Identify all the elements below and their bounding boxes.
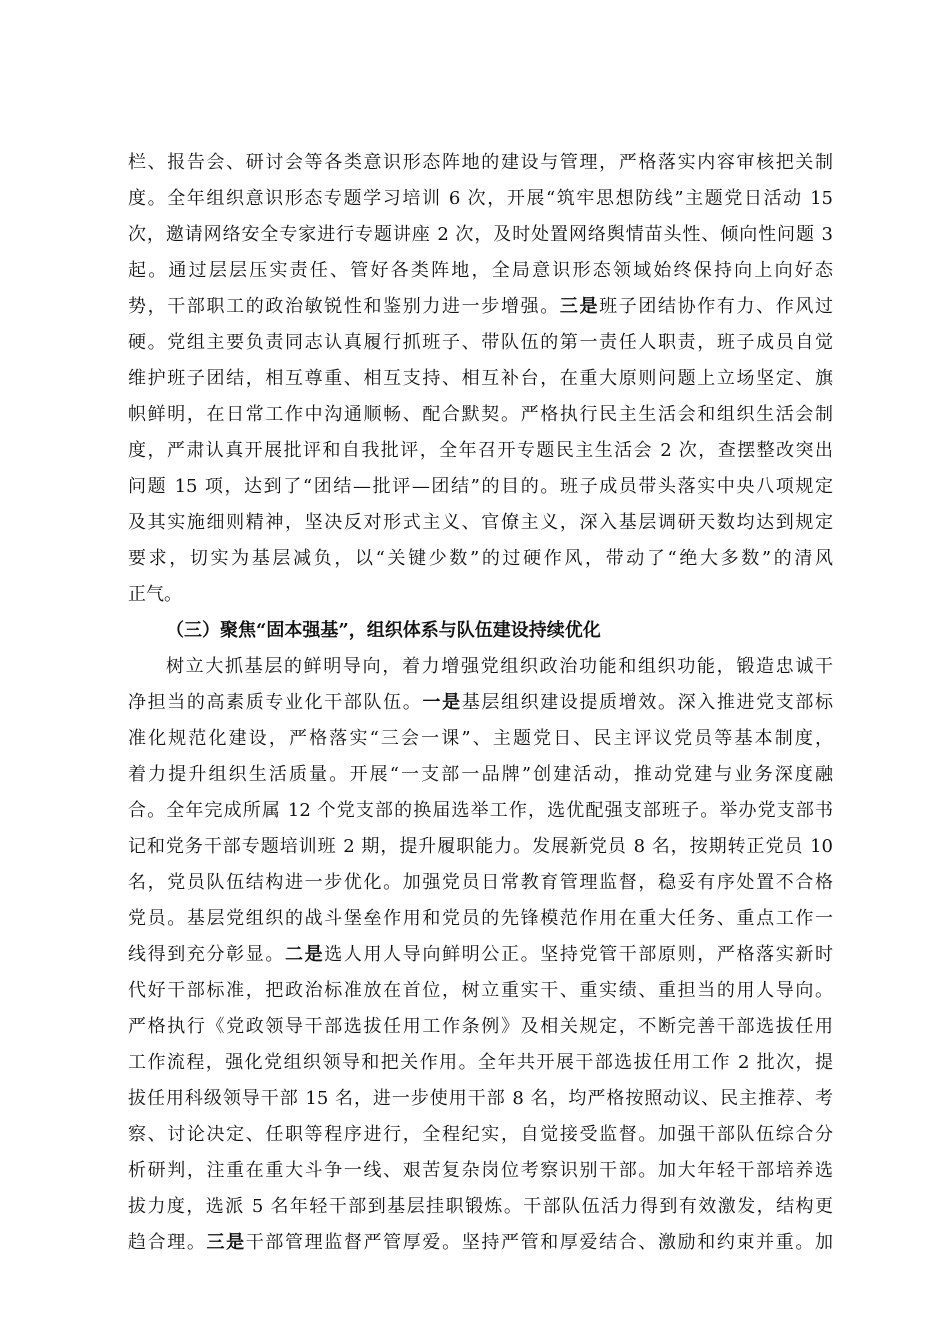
text-line: 栏、报告会、研讨会等各类意识形态阵地的建设与管理，严格落实内容审核把关制 xyxy=(128,152,833,173)
text-line: 准化规范化建设，严格落实“三会一课”、主题党日、民主评议党员等基本制度， xyxy=(128,728,833,749)
text-line: 合。全年完成所属 12 个党支部的换届选举工作，选优配强支部班子。举办党支部书 xyxy=(128,800,833,821)
text-line: 线得到充分彰显。二是选人用人导向鲜明公正。坚持党管干部原则，严格落实新时 xyxy=(128,944,834,965)
text-line: 析研判，注重在重大斗争一线、艰苦复杂岗位考察识别干部。加大年轻干部培养选 xyxy=(128,1160,833,1181)
text-line: 拔任用科级领导干部 15 名，进一步使用干部 8 名，均严格按照动议、民主推荐、考 xyxy=(128,1088,833,1109)
text-line: 维护班子团结，相互尊重、相互支持、相互补台，在重大原则问题上立场坚定、旗 xyxy=(128,368,833,389)
emphasis-label: 三是 xyxy=(206,1232,246,1253)
text-line: 树立大抓基层的鲜明导向，着力增强党组织政治功能和组织功能，锻造忠诚干 xyxy=(166,656,833,677)
text-line: 度。全年组织意识形态专题学习培训 6 次，开展“筑牢思想防线”主题党日活动 15 xyxy=(128,188,833,209)
emphasis-label: 一是 xyxy=(422,692,462,713)
section-heading: （三）聚焦“固本强基”，组织体系与队伍建设持续优化 xyxy=(166,620,601,641)
text-line: 名，党员队伍结构进一步优化。加强党员日常教育管理监督，稳妥有序处置不合格 xyxy=(128,872,833,893)
text-line: 察、讨论决定、任职等程序进行，全程纪实，自觉接受监督。加强干部队伍综合分 xyxy=(128,1124,833,1145)
text-line: 着力提升组织生活质量。开展“一支部一品牌”创建活动，推动党建与业务深度融 xyxy=(128,764,833,785)
text-line: 及其实施细则精神，坚决反对形式主义、官僚主义，深入基层调研天数均达到规定 xyxy=(128,512,833,533)
text-line: 次，邀请网络安全专家进行专题讲座 2 次，及时处置网络舆情苗头性、倾向性问题 3 xyxy=(128,224,833,245)
text-line: 要求，切实为基层减负，以“关键少数”的过硬作风，带动了“绝大多数”的清风 xyxy=(128,548,833,569)
text-line: 净担当的高素质专业化干部队伍。一是基层组织建设提质增效。深入推进党支部标 xyxy=(128,692,834,713)
text-line: 硬。党组主要负责同志认真履行抓班子、带队伍的第一责任人职责，班子成员自觉 xyxy=(128,332,833,353)
text-line: 起。通过层层压实责任、管好各类阵地，全局意识形态领域始终保持向上向好态 xyxy=(128,260,833,281)
text-line: 正气。 xyxy=(128,584,182,605)
emphasis-label: 二是 xyxy=(285,944,325,965)
text-line: 势，干部职工的政治敏锐性和鉴别力进一步增强。三是班子团结协作有力、作风过 xyxy=(128,296,834,317)
text-line: 工作流程，强化党组织领导和把关作用。全年共开展干部选拔任用工作 2 批次，提 xyxy=(128,1052,833,1073)
text-line: 趋合理。三是干部管理监督严管厚爱。坚持严管和厚爱结合、激励和约束并重。加 xyxy=(128,1232,834,1253)
text-line: 拔力度，选派 5 名年轻干部到基层挂职锻炼。干部队伍活力得到有效激发，结构更 xyxy=(128,1196,833,1217)
text-line: 度，严肃认真开展批评和自我批评，全年召开专题民主生活会 2 次，查摆整改突出 xyxy=(128,440,833,461)
text-line: 问题 15 项，达到了“团结—批评—团结”的目的。班子成员带头落实中央八项规定 xyxy=(128,476,833,497)
emphasis-label: 三是 xyxy=(559,296,600,317)
text-line: 党员。基层党组织的战斗堡垒作用和党员的先锋模范作用在重大任务、重点工作一 xyxy=(128,908,833,929)
text-line: 代好干部标准，把政治标准放在首位，树立重实干、重实绩、重担当的用人导向。 xyxy=(128,980,833,1001)
text-line: 记和党务干部专题培训班 2 期，提升履职能力。发展新党员 8 名，按期转正党员 10 xyxy=(128,836,833,857)
text-line: 帜鲜明，在日常工作中沟通顺畅、配合默契。严格执行民主生活会和组织生活会制 xyxy=(128,404,833,425)
text-line: 严格执行《党政领导干部选拔任用工作条例》及相关规定，不断完善干部选拔任用 xyxy=(128,1016,833,1037)
